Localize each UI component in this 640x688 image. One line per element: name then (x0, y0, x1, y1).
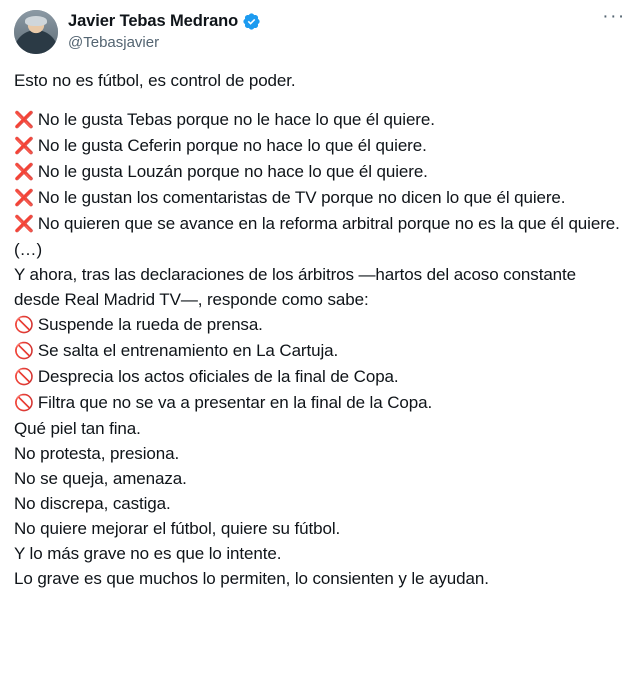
prohibited-icon: 🚫 (14, 395, 34, 412)
cross-mark-icon: ❌ (14, 138, 34, 155)
tweet-line-text: Esto no es fútbol, es control de poder. (14, 71, 296, 90)
tweet-line-text: No le gusta Louzán porque no hace lo que él quiere. (37, 162, 428, 181)
cross-mark-icon: ❌ (14, 216, 34, 233)
tweet-line-spacer (14, 93, 626, 107)
tweet-line (14, 441, 626, 466)
tweet-line (14, 491, 626, 516)
verified-badge-icon (242, 12, 261, 31)
author-handle[interactable]: @Tebasjavier (68, 33, 160, 51)
tweet-line-text: Y lo más grave no es que lo intente. (14, 544, 282, 563)
tweet-line-text: Filtra que no se va a presentar en la final de la Copa. (37, 393, 433, 412)
tweet-line (14, 338, 626, 364)
avatar-hair (25, 16, 47, 26)
tweet-text (14, 68, 626, 591)
avatar[interactable] (14, 10, 58, 54)
tweet-line-text: Lo grave es que muchos lo permiten, lo consienten y le ayudan. (14, 569, 489, 588)
prohibited-icon: 🚫 (14, 369, 34, 386)
tweet-line (14, 107, 626, 133)
tweet-line-text: No le gusta Ceferin porque no hace lo que él quiere. (37, 136, 427, 155)
tweet-line (14, 159, 626, 185)
tweet-line-text: No quiere mejorar el fútbol, quiere su fútbol. (14, 519, 341, 538)
author-name-row (68, 11, 261, 32)
tweet-line (14, 211, 626, 237)
tweet-line-text: No le gusta Tebas porque no le hace lo que él quiere. (37, 110, 435, 129)
tweet-line (14, 516, 626, 541)
tweet-line (14, 312, 626, 338)
tweet-line (14, 541, 626, 566)
tweet-line-text: Se salta el entrenamiento en La Cartuja. (37, 341, 339, 360)
tweet-line-text: No le gustan los comentaristas de TV porque no dicen lo que él quiere. (37, 188, 566, 207)
prohibited-icon: 🚫 (14, 317, 34, 334)
tweet-line (14, 262, 626, 312)
cross-mark-icon: ❌ (14, 164, 34, 181)
tweet-line-text: No protesta, presiona. (14, 444, 180, 463)
tweet-line (14, 185, 626, 211)
prohibited-icon: 🚫 (14, 343, 34, 360)
tweet-line-text: No discrepa, castiga. (14, 494, 171, 513)
tweet-line-text: Y ahora, tras las declaraciones de los árbitros —hartos del acoso constante desde Real Madrid TV—, responde como sabe: (14, 265, 577, 309)
tweet-line-text: Qué piel tan fina. (14, 419, 141, 438)
tweet-line (14, 566, 626, 591)
author-block (68, 10, 261, 52)
tweet-header (14, 6, 626, 54)
tweet-line-text: Desprecia los actos oficiales de la final de Copa. (37, 367, 399, 386)
tweet-line-text: (…) (14, 240, 43, 259)
cross-mark-icon: ❌ (14, 112, 34, 129)
tweet-line (14, 68, 626, 93)
tweet-line (14, 416, 626, 441)
author-display-name[interactable]: Javier Tebas Medrano (68, 12, 239, 30)
tweet-line (14, 364, 626, 390)
tweet-line-text: No quieren que se avance en la reforma arbitral porque no es la que él quiere. (37, 214, 620, 233)
tweet-line (14, 390, 626, 416)
cross-mark-icon: ❌ (14, 190, 34, 207)
tweet-line-text: Suspende la rueda de prensa. (37, 315, 263, 334)
more-options-icon[interactable]: ··· (602, 6, 626, 27)
tweet-line (14, 133, 626, 159)
tweet-line (14, 237, 626, 262)
tweet-line (14, 466, 626, 491)
tweet-line-text: No se queja, amenaza. (14, 469, 187, 488)
